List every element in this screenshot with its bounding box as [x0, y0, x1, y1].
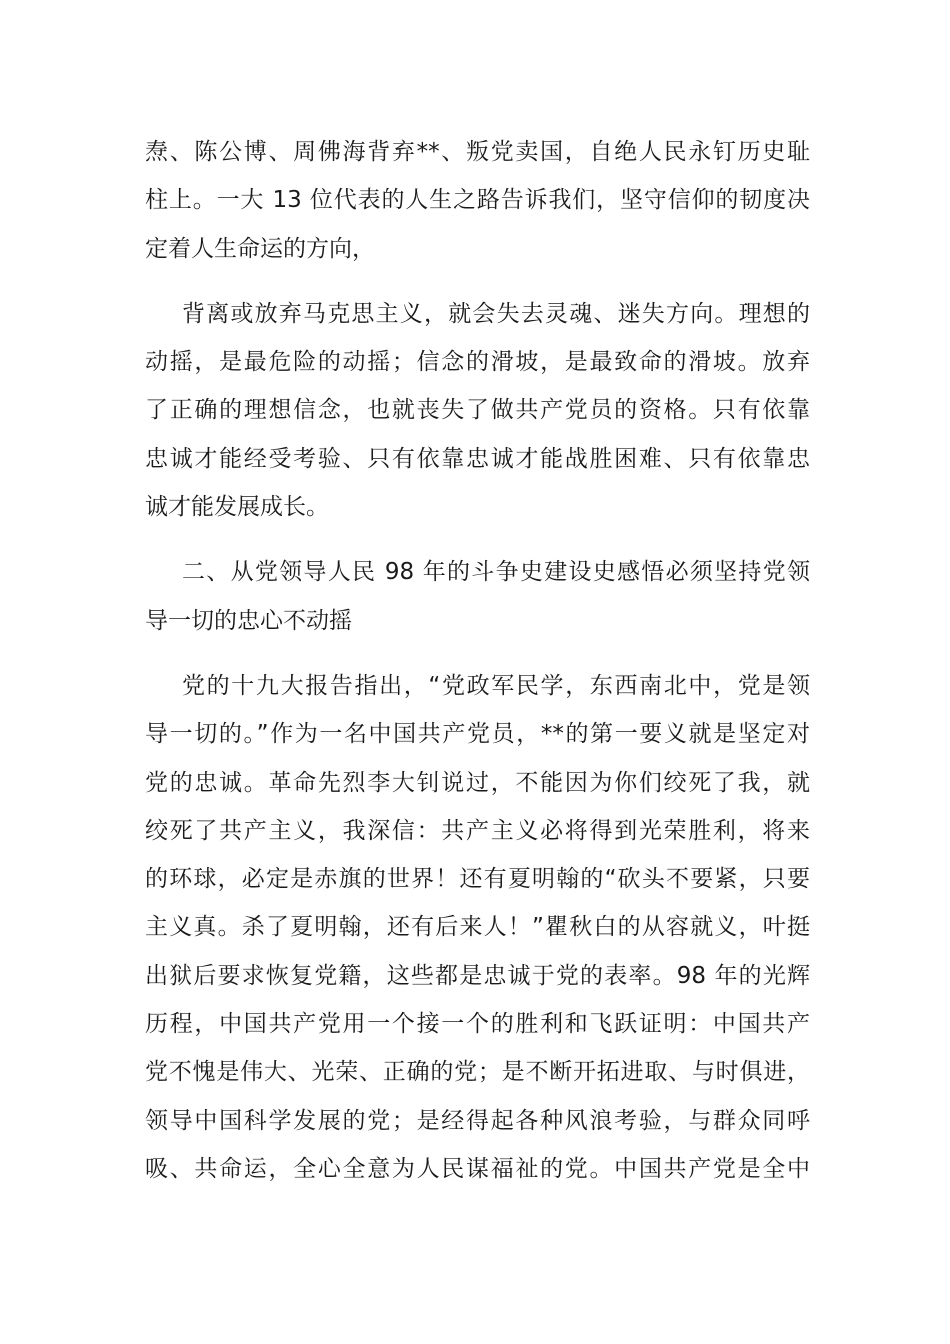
text-line: 吸、共命运，全心全意为人民谋福祉的党。中国共产党是全中 [145, 1155, 810, 1182]
text-line: 忠诚才能经受考验、只有依靠忠诚才能战胜困难、只有依靠忠 [145, 445, 810, 472]
text-line: 了正确的理想信念，也就丧失了做共产党员的资格。只有依靠 [145, 397, 810, 424]
text-line: 动摇，是最危险的动摇；信念的滑坡，是最致命的滑坡。放弃 [145, 349, 810, 376]
text-line: 历程，中国共产党用一个接一个的胜利和飞跃证明：中国共产 [145, 1011, 810, 1038]
text-line: 导一切的忠心不动摇 [145, 607, 352, 634]
text-line: 定着人生命运的方向， [145, 235, 375, 262]
text-line: 二、从党领导人民 98 年的斗争史建设史感悟必须坚持党领 [182, 559, 810, 586]
text-line: 柱上。一大 13 位代表的人生之路告诉我们，坚守信仰的韧度决 [145, 187, 810, 214]
paragraph-3 [145, 662, 810, 1193]
paragraph-spacing [145, 645, 810, 662]
document-body [145, 128, 810, 1193]
section-heading [145, 548, 810, 645]
text-line: 绞死了共产主义，我深信：共产主义必将得到光荣胜利，将来 [145, 817, 810, 844]
text-line: 党的忠诚。革命先烈李大钊说过，不能因为你们绞死了我，就 [145, 769, 810, 796]
paragraph-spacing [145, 273, 810, 290]
text-line: 主义真。杀了夏明翰，还有后来人！”瞿秋白的从容就义，叶挺 [145, 914, 810, 941]
text-line: 的环球，必定是赤旗的世界！还有夏明翰的“砍头不要紧，只要 [145, 866, 810, 893]
text-line: 党的十九大报告指出，“党政军民学，东西南北中，党是领 [182, 672, 810, 699]
text-line: 诚才能发展成长。 [145, 494, 329, 521]
text-line: 背离或放弃马克思主义，就会失去灵魂、迷失方向。理想的 [182, 300, 810, 327]
text-line: 党不愧是伟大、光荣、正确的党；是不断开拓进取、与时俱进， [145, 1059, 810, 1086]
text-line: 出狱后要求恢复党籍，这些都是忠诚于党的表率。98 年的光辉 [145, 962, 810, 989]
paragraph-2 [145, 290, 810, 531]
text-line: 导一切的。”作为一名中国共产党员，**的第一要义就是坚定对 [145, 721, 810, 748]
text-line: 领导中国科学发展的党；是经得起各种风浪考验，与群众同呼 [145, 1107, 810, 1134]
paragraph-spacing [145, 531, 810, 548]
text-line: 焘、陈公博、周佛海背弃**、叛党卖国，自绝人民永钉历史耻 [145, 139, 810, 165]
paragraph-1 [145, 128, 810, 273]
